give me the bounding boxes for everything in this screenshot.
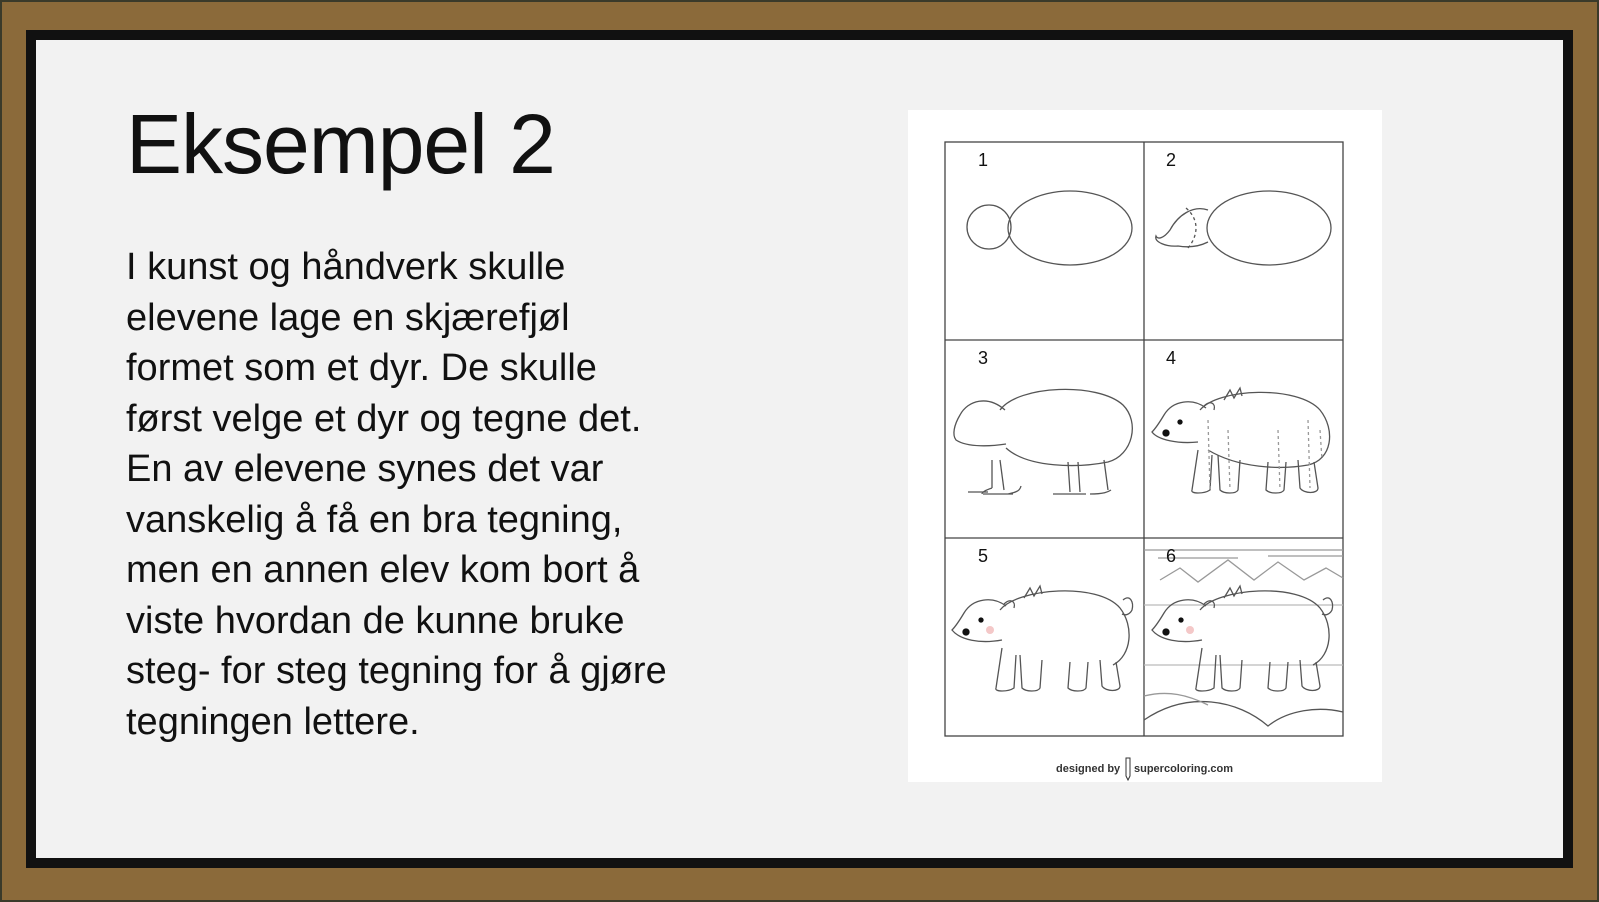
panel-number: 5 (978, 546, 989, 566)
body-line: viste hvordan de kunne bruke (126, 599, 625, 642)
slide-body-text (126, 242, 766, 747)
body-line: tegningen lettere. (126, 700, 420, 743)
body-line: først velge et dyr og tegne det. (126, 397, 642, 440)
pencil-icon (1126, 758, 1130, 780)
step-2-drawing (1156, 191, 1331, 265)
body-line: I kunst og håndverk skulle (126, 246, 566, 288)
body-line: formet som et dyr. De skulle (126, 347, 597, 389)
bear-step-by-step-illustration (908, 110, 1382, 782)
step-4-drawing (1152, 388, 1330, 493)
step-3-drawing (954, 389, 1132, 494)
body-line: men en annen elev kom bort å (126, 549, 640, 591)
panel-number: 3 (978, 348, 989, 368)
step-5-drawing (952, 586, 1133, 691)
credit-site: supercoloring.com (1134, 763, 1234, 775)
panel-number: 1 (978, 150, 989, 170)
body-line: steg- for steg tegning for å gjøre (126, 650, 667, 692)
body-line: En av elevene synes det var (126, 448, 604, 490)
slide-title: Eksempel 2 (126, 97, 555, 191)
panel-number: 6 (1166, 546, 1177, 566)
panel-number: 4 (1166, 348, 1177, 368)
step-1-drawing (967, 191, 1132, 265)
step-6-drawing (1144, 550, 1343, 726)
body-line: vanskelig å få en bra tegning, (126, 498, 623, 541)
panel-number: 2 (1166, 150, 1177, 170)
slide (36, 40, 1563, 858)
credit-prefix: designed by (1056, 763, 1121, 775)
body-line: elevene lage en skjærefjøl (126, 296, 570, 339)
bear-drawing-guide-image (908, 110, 1382, 782)
